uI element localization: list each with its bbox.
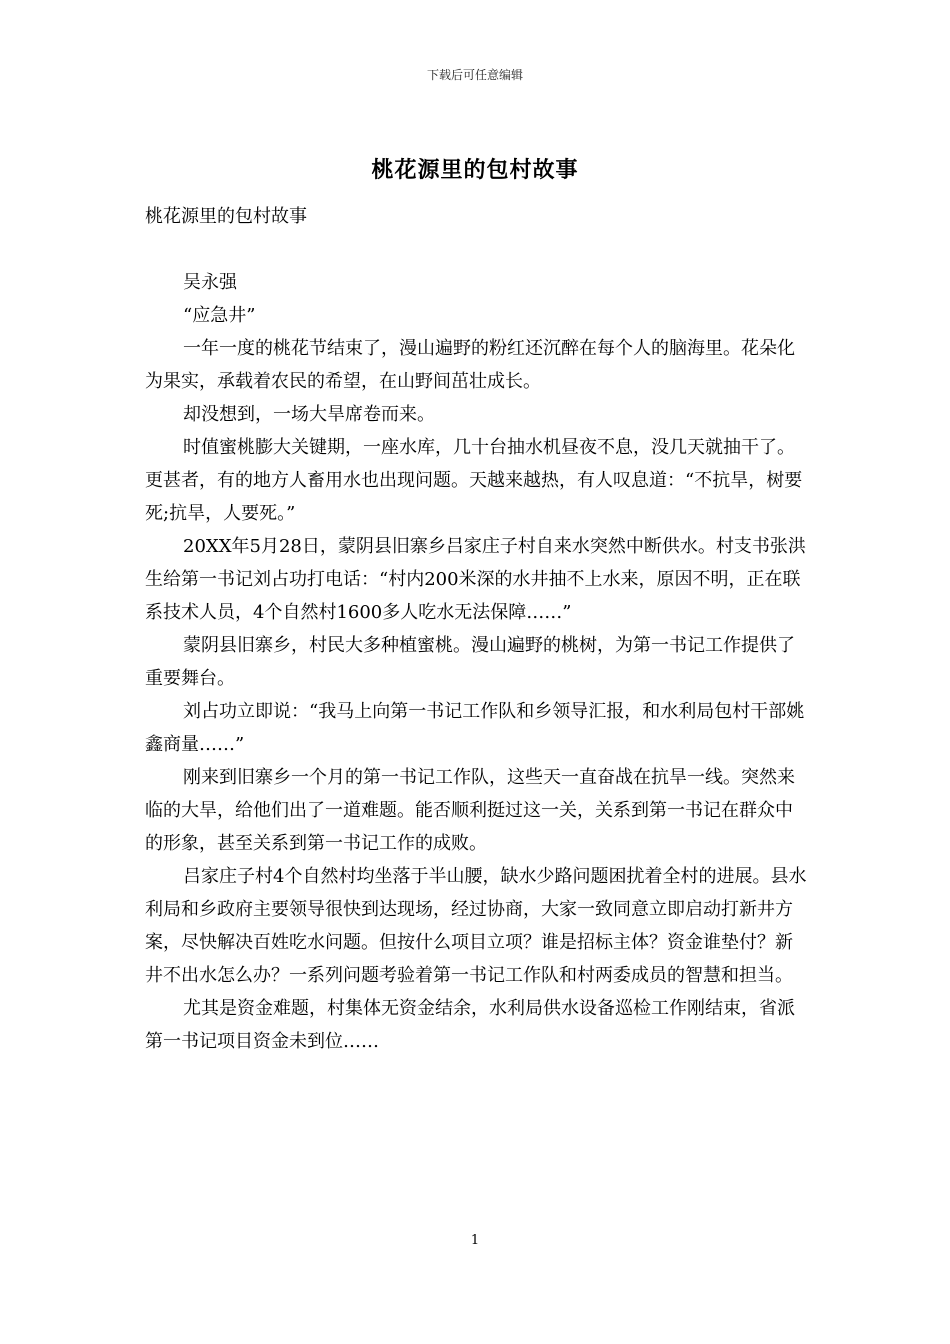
body-paragraph: 时值蜜桃膨大关键期，一座水库，几十台抽水机昼夜不息，没几天就抽干了。更甚者，有的地方人畜用水也出现问题。天越来越热，有人叹息道：“不抗旱，树要死;抗旱，人要死。” <box>145 437 803 524</box>
body-paragraph: 刘占功立即说：“我马上向第一书记工作队和乡领导汇报，和水利局包村干部姚鑫商量……” <box>145 701 805 755</box>
body-paragraph: 尤其是资金难题，村集体无资金结余，水利局供水设备巡检工作刚结束，省派第一书记项目资金未到位…… <box>145 998 795 1052</box>
body-paragraph: 20XX年5月28日，蒙阴县旧寨乡吕家庄子村自来水突然中断供水。村支书张洪生给第一书记刘占功打电话：“村内200米深的水井抽不上水来，原因不明，正在联系技术人员，4个自然村1600多人吃水无法保障……” <box>145 536 806 623</box>
document-body <box>145 200 810 1058</box>
section-heading: “应急井” <box>183 305 256 326</box>
blank-line <box>145 233 810 266</box>
body-paragraph: 蒙阴县旧寨乡，村民大多种植蜜桃。漫山遍野的桃树，为第一书记工作提供了重要舞台。 <box>145 635 795 689</box>
document-title: 桃花源里的包村故事 <box>371 157 579 183</box>
body-paragraph: 一年一度的桃花节结束了，漫山遍野的粉红还沉醉在每个人的脑海里。花朵化为果实，承载着农民的希望，在山野间茁壮成长。 <box>145 338 795 392</box>
page-header-note: 下载后可任意编辑 <box>426 68 523 82</box>
body-paragraph: 吕家庄子村4个自然村均坐落于半山腰，缺水少路问题困扰着全村的进展。县水利局和乡政府主要领导很快到达现场，经过协商，大家一致同意立即启动打新井方案，尽快解决百姓吃水问题。但按什么项目立项？谁是招标主体？资金谁垫付？新井不出水怎么办？一系列问题考验着第一书记工作队和村两委成员的智慧和担当。 <box>145 866 807 986</box>
author-line: 吴永强 <box>183 272 237 293</box>
document-subtitle: 桃花源里的包村故事 <box>145 206 307 227</box>
body-paragraph: 却没想到，一场大旱席卷而来。 <box>183 404 435 425</box>
page-number: 1 <box>470 1233 480 1248</box>
body-paragraph: 刚来到旧寨乡一个月的第一书记工作队，这些天一直奋战在抗旱一线。突然来临的大旱，给他们出了一道难题。能否顺利挺过这一关，关系到第一书记在群众中的形象，甚至关系到第一书记工作的成败。 <box>145 767 795 854</box>
